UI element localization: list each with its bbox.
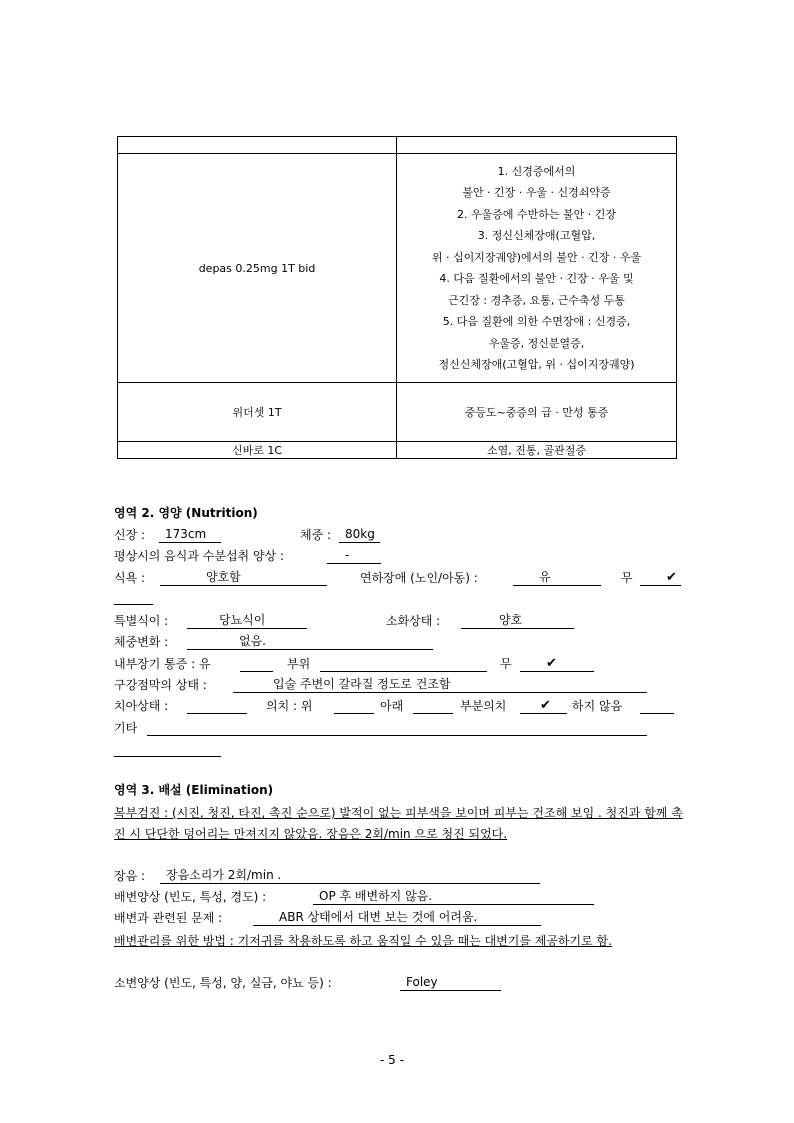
weight-label: 체중 :: [300, 528, 332, 542]
organ-pain-site-field: [320, 656, 487, 672]
etc-field: [147, 720, 647, 736]
mucosa-field: 입술 주변이 갈라질 정도로 건조함: [233, 677, 647, 693]
urination-label: 소변양상 (빈도, 특성, 양, 실금, 야뇨 등) :: [114, 976, 332, 990]
organ-pain-no-label: 무: [500, 657, 512, 671]
teeth-label: 치아상태 :: [114, 699, 169, 713]
table-cell-drug: 위더셋 1T: [118, 383, 397, 442]
effect-line: 4. 다음 질환에서의 불안 · 긴장 · 우울 및: [439, 272, 634, 285]
effect-line: 우울증, 정신분열증,: [488, 336, 585, 350]
denture-lower-label: 아래: [380, 699, 404, 713]
denture-none-label: 하지 않음: [572, 699, 623, 713]
weight-change-field: 없음.: [187, 634, 433, 650]
medication-table: [117, 136, 677, 459]
dysphagia-continuation-line: [114, 589, 153, 605]
bowel-sound-field: 장음소리가 2회/min .: [160, 868, 540, 884]
special-diet-label: 특별식이 :: [114, 614, 169, 628]
dysphagia-label: 연하장애 (노인/아동) :: [360, 571, 478, 585]
height-label: 신장 :: [114, 528, 146, 542]
denture-partial-label: 부분의치: [460, 699, 507, 713]
denture-partial-field: ✔: [520, 698, 567, 714]
table-cell-effect: [397, 137, 677, 154]
effect-line: 근긴장 : 경추증, 요통, 근수축성 두통: [448, 293, 625, 307]
dysphagia-no-label: 무: [621, 571, 633, 585]
denture-upper-field: [334, 698, 374, 714]
etc-continuation-line: [114, 741, 221, 757]
appetite-field: 양호함: [160, 570, 327, 586]
effect-line: 불안 · 긴장 · 우울 · 신경쇠약증: [462, 186, 611, 199]
page-number: - 5 -: [380, 1053, 404, 1067]
denture-label: 의치 : 위: [266, 699, 313, 713]
intake-field: -: [327, 548, 381, 564]
dysphagia-no-field: ✔: [640, 570, 681, 586]
effect-line: 2. 우울증에 수반하는 불안 · 긴장: [457, 207, 616, 221]
appetite-label: 식욕 :: [114, 571, 146, 585]
defecation-problem-label: 배변과 관련된 문제 :: [114, 911, 223, 925]
table-cell-effect: 중등도~중증의 급 · 만성 통증: [397, 383, 677, 442]
organ-pain-no-field: ✔: [520, 656, 594, 672]
intake-label: 평상시의 음식과 수분섭취 양상 :: [114, 549, 284, 563]
denture-lower-field: [413, 698, 453, 714]
organ-pain-site-label: 부위: [287, 657, 311, 671]
effect-line: 1. 신경증에서의: [497, 164, 576, 178]
weight-field: 80kg: [339, 527, 380, 543]
teeth-field: [187, 698, 247, 714]
table-cell-effect: [397, 154, 677, 383]
special-diet-field: 당뇨식이: [187, 613, 307, 629]
table-cell-drug: [118, 137, 397, 154]
effect-line: 5. 다음 질환에 의한 수면장애 : 신경증,: [442, 315, 631, 328]
height-field: 173cm: [159, 527, 221, 543]
mucosa-label: 구강점막의 상태 :: [114, 678, 207, 692]
table-cell-drug: depas 0.25mg 1T bid: [118, 154, 397, 383]
effect-line: 3. 정신신체장애(고혈압,: [477, 229, 596, 242]
abdomen-exam-text: 복부검진 : (시진, 청진, 타진, 촉진 순으로) 발적이 없는 피부색을 보이며 피부는 건조해 보임 . 청진과 함께 촉진 시 단단한 덩어리는 만져지지 않았음. 장음은 2회/min 으로 청진 되었다.: [114, 806, 683, 841]
organ-pain-label: 내부장기 통증 : 유: [114, 657, 211, 671]
nutrition-heading: 영역 2. 영양 (Nutrition): [114, 506, 258, 520]
denture-none-field: [640, 698, 674, 714]
defecation-field: OP 후 배변하지 않음.: [313, 889, 594, 905]
defecation-label: 배변양상 (빈도, 특성, 경도) :: [114, 890, 267, 904]
elimination-heading: 영역 3. 배설 (Elimination): [114, 783, 274, 797]
weight-change-label: 체중변화 :: [114, 635, 169, 649]
dysphagia-yes-field: 유: [513, 570, 601, 586]
defecation-problem-field: ABR 상태에서 대변 보는 것에 어려움.: [253, 910, 541, 926]
table-cell-drug: 신바로 1C: [118, 442, 397, 459]
organ-pain-yes-field: [240, 656, 273, 672]
etc-label: 기타: [114, 721, 138, 735]
effect-line: 정신신체장애(고혈압, 위 · 십이지장궤양): [438, 358, 635, 371]
digestion-label: 소화상태 :: [386, 614, 441, 628]
urination-field: Foley: [400, 975, 501, 991]
digestion-field: 양호: [461, 613, 574, 629]
table-cell-effect: 소염, 진통, 골관절증: [397, 442, 677, 459]
bowel-sound-label: 장음 :: [114, 869, 146, 883]
effect-line: 위 · 십이지장궤양)에서의 불안 · 긴장 · 우울: [431, 250, 642, 264]
defecation-method-text: 배변관리를 위한 방법 : 기저귀를 착용하도록 하고 움직일 수 있을 때는 대변기를 제공하기로 함.: [114, 934, 612, 948]
